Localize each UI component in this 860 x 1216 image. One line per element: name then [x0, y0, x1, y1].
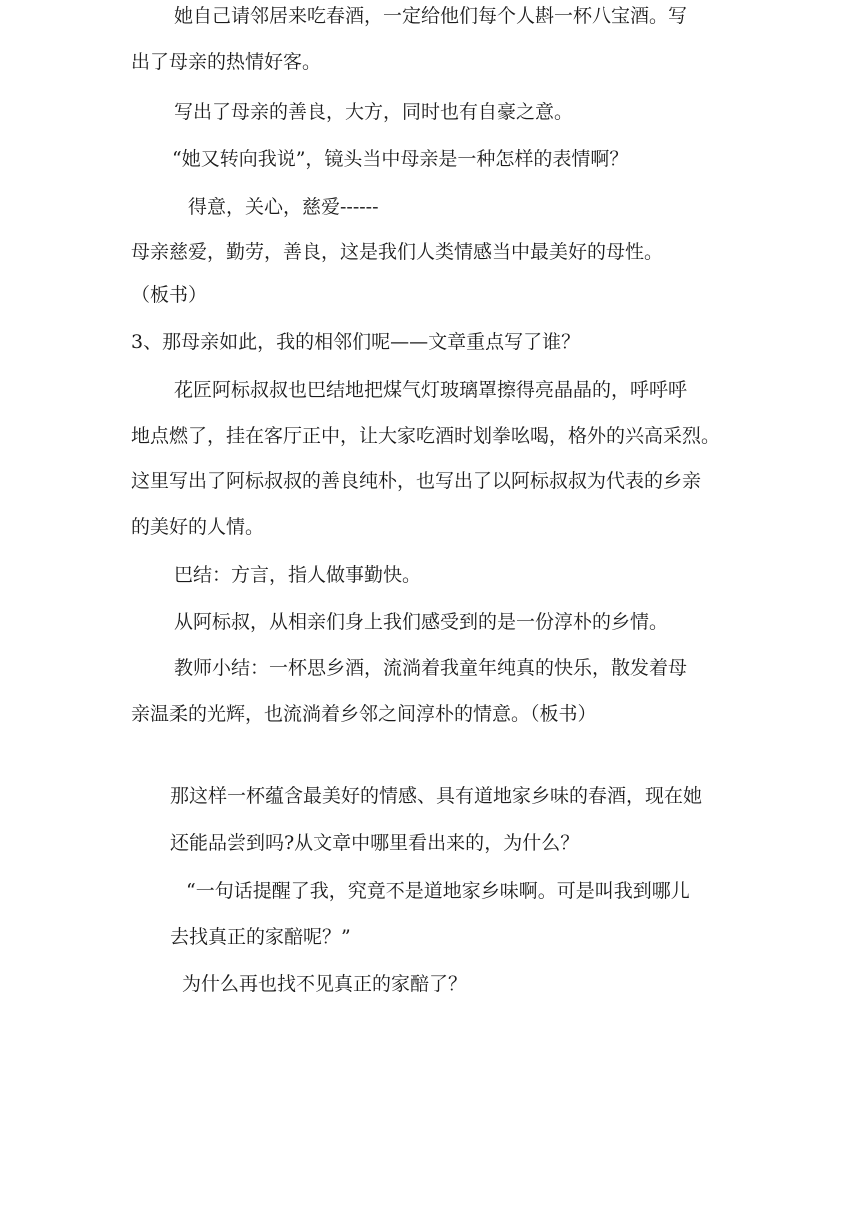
paragraph-line-11: 这里写出了阿标叔叔的善良纯朴，也写出了以阿标叔叔为代表的乡亲	[131, 470, 702, 492]
paragraph-line-10: 地点燃了，挂在客厅正中，让大家吃酒时划拳吆喝，格外的兴高采烈。	[131, 425, 721, 447]
paragraph-line-13: 巴结：方言，指人做事勤快。	[174, 564, 422, 586]
paragraph-line-21: 为什么再也找不见真正的家醅了？	[182, 973, 468, 995]
paragraph-line-4: “她又转向我说”，镜头当中母亲是一种怎样的表情啊？	[172, 148, 629, 170]
paragraph-line-5: 得意，关心，慈爱------	[188, 196, 379, 218]
paragraph-line-15: 教师小结：一杯思乡酒，流淌着我童年纯真的快乐，散发着母	[174, 657, 688, 679]
paragraph-line-20: 去找真正的家醅呢？”	[170, 926, 351, 948]
paragraph-line-7: （板书）	[131, 284, 208, 306]
paragraph-line-12: 的美好的人情。	[131, 516, 265, 538]
paragraph-line-6: 母亲慈爱，勤劳，善良，这是我们人类情感当中最美好的母性。	[131, 241, 664, 263]
paragraph-line-9: 花匠阿标叔叔也巴结地把煤气灯玻璃罩擦得亮晶晶的，呼呼呼	[174, 379, 688, 401]
paragraph-line-16: 亲温柔的光辉，也流淌着乡邻之间淳朴的情意。（板书）	[131, 703, 597, 725]
paragraph-line-2: 出了母亲的热情好客。	[131, 51, 322, 73]
paragraph-line-19: “一句话提醒了我，究竟不是道地家乡味啊。可是叫我到哪儿	[186, 880, 690, 902]
paragraph-line-8: 3、那母亲如此，我的相邻们呢——文章重点写了谁？	[131, 331, 581, 353]
paragraph-line-18: 还能品尝到吗?从文章中哪里看出来的，为什么？	[170, 832, 580, 854]
paragraph-line-3: 写出了母亲的善良，大方，同时也有自豪之意。	[174, 101, 574, 123]
paragraph-line-1: 她自己请邻居来吃春酒，一定给他们每个人斟一杯八宝酒。写	[174, 5, 688, 27]
paragraph-line-17: 那这样一杯蕴含最美好的情感、具有道地家乡味的春酒，现在她	[170, 785, 703, 807]
paragraph-line-14: 从阿标叔，从相亲们身上我们感受到的是一份淳朴的乡情。	[174, 611, 669, 633]
